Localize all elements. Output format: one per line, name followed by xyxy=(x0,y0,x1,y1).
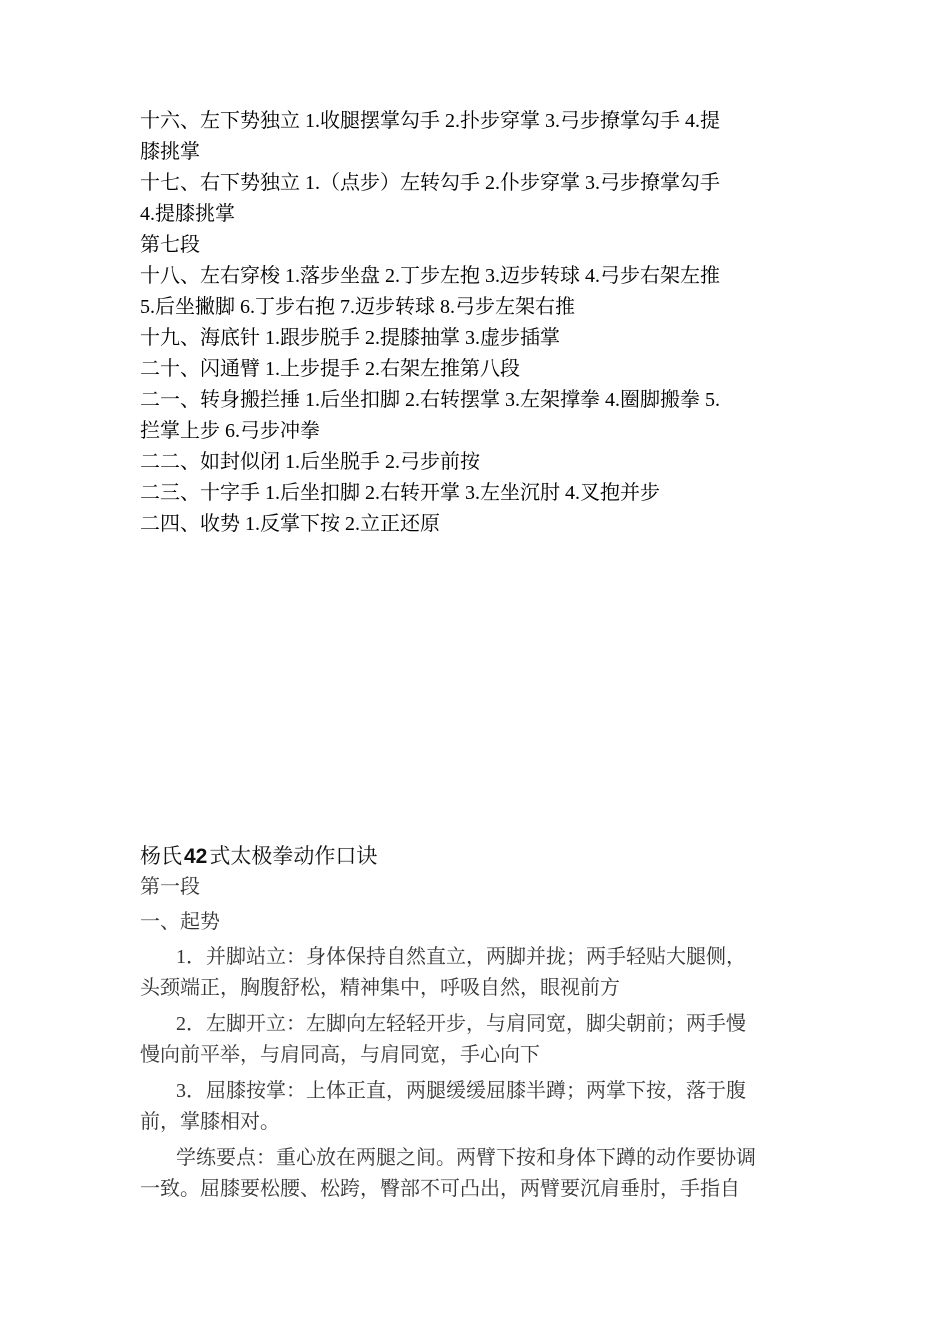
text-line: 二一、转身搬拦捶 1.后坐扣脚 2.右转摆掌 3.左架撑拳 4.圈脚搬拳 5. xyxy=(140,389,720,411)
instruction-paragraph xyxy=(140,1076,830,1138)
text-line: 二十、闪通臂 1.上步提手 2.右架左推第八段 xyxy=(140,358,520,380)
form-list-section xyxy=(140,106,830,540)
title-number: 42 xyxy=(184,845,208,868)
text-line: 十七、右下势独立 1.（点步）左转勾手 2.仆步穿掌 3.弓步撩掌勾手 xyxy=(140,172,720,194)
text-line: 3．屈膝按掌：上体正直，两腿缓缓屈膝半蹲；两掌下按，落于腹 xyxy=(176,1080,746,1102)
text-line: 二二、如封似闭 1.后坐脱手 2.弓步前按 xyxy=(140,451,480,473)
text-line: 十六、左下势独立 1.收腿摆掌勾手 2.扑步穿掌 3.弓步撩掌勾手 4.提 xyxy=(140,110,720,132)
instruction-paragraph xyxy=(140,1009,830,1071)
text-line: 1．并脚站立：身体保持自然直立，两脚并拢；两手轻贴大腿侧， xyxy=(176,946,746,968)
text-line: 十八、左右穿梭 1.落步坐盘 2.丁步左抱 3.迈步转球 4.弓步右架左推 xyxy=(140,265,720,287)
title-suffix: 式太极拳动作口诀 xyxy=(209,844,378,868)
section-heading: 第七段 xyxy=(140,234,200,256)
text-line: 二三、十字手 1.后坐扣脚 2.右转开掌 3.左坐沉肘 4.叉抱并步 xyxy=(140,482,660,504)
text-line: 慢向前平举，与肩同高，与肩同宽，手心向下 xyxy=(140,1044,540,1066)
text-line: 膝挑掌 xyxy=(140,141,200,163)
document-title xyxy=(140,841,830,872)
title-prefix: 杨氏 xyxy=(140,844,182,868)
text-line: 2．左脚开立：左脚向左轻轻开步，与肩同宽，脚尖朝前；两手慢 xyxy=(176,1013,746,1035)
key-points-paragraph xyxy=(140,1143,830,1205)
instruction-paragraph xyxy=(140,942,830,1004)
form-heading: 一、起势 xyxy=(140,911,220,933)
text-line: 头颈端正，胸腹舒松，精神集中，呼吸自然，眼视前方 xyxy=(140,977,620,999)
form-instructions-section xyxy=(140,841,830,1205)
text-line: 二四、收势 1.反掌下按 2.立正还原 xyxy=(140,513,440,535)
text-line: 拦掌上步 6.弓步冲拳 xyxy=(140,420,320,442)
text-line: 前，掌膝相对。 xyxy=(140,1111,280,1133)
text-line: 学练要点：重心放在两腿之间。两臂下按和身体下蹲的动作要协调 xyxy=(176,1147,756,1169)
text-line: 4.提膝挑掌 xyxy=(140,203,235,225)
text-line: 十九、海底针 1.跟步脱手 2.提膝抽掌 3.虚步插掌 xyxy=(140,327,560,349)
text-line: 一致。屈膝要松腰、松跨，臀部不可凸出，两臂要沉肩垂肘，手指自 xyxy=(140,1178,740,1200)
section-heading: 第一段 xyxy=(140,876,200,898)
text-line: 5.后坐撇脚 6.丁步右抱 7.迈步转球 8.弓步左架右推 xyxy=(140,296,575,318)
